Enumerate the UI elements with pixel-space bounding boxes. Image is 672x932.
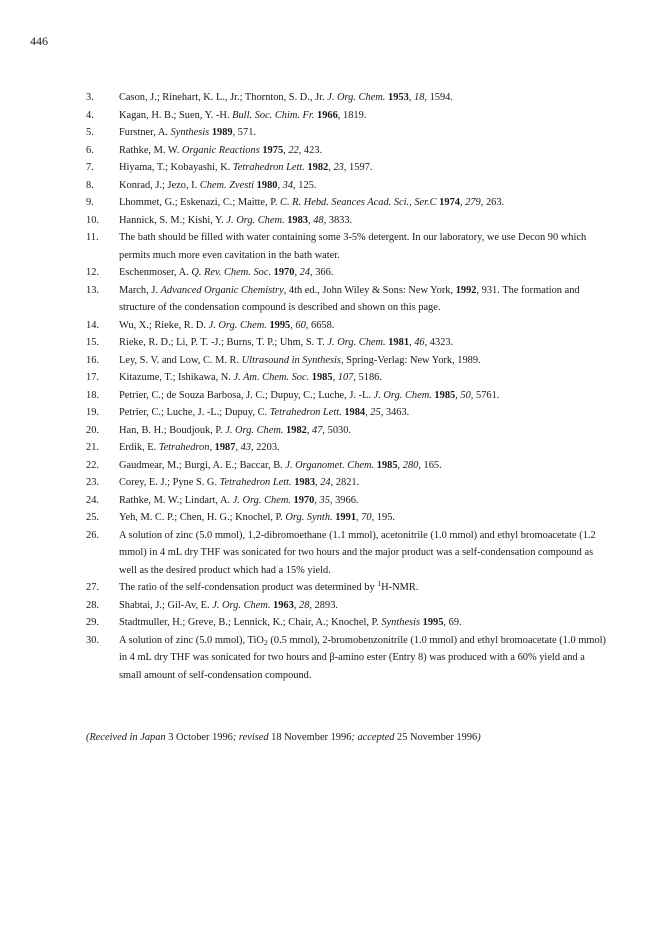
- reference-segment: 1989: [211, 127, 233, 138]
- reference-item: [86, 264, 606, 282]
- reference-segment: Organic Reactions: [181, 144, 260, 156]
- reference-number: 4.: [86, 109, 94, 121]
- revised-label: ; revised: [232, 732, 269, 743]
- reference-text: [119, 597, 606, 615]
- reference-text: [119, 509, 606, 527]
- reference-segment: Petrier, C.; Luche, J. -L.; Dupuy, C.: [119, 407, 270, 418]
- reference-segment: 1970: [293, 494, 315, 506]
- reference-segment: 1981: [388, 337, 410, 348]
- reference-item: [86, 579, 606, 597]
- reference-item: [86, 614, 606, 632]
- reference-segment: The ratio of the self-condensation product was determined by: [119, 582, 378, 593]
- reference-item: [86, 474, 606, 492]
- reference-segment: J. Org. Chem.: [226, 214, 285, 226]
- reference-segment: 107: [337, 372, 354, 383]
- reference-item: [86, 509, 606, 527]
- received-label: (Received in Japan: [86, 732, 166, 743]
- reference-segment: Wu, X.; Rieke, R. D.: [119, 319, 209, 331]
- reference-item: [86, 124, 606, 142]
- reference-number: 25.: [86, 512, 99, 523]
- reference-segment: ,: [328, 162, 334, 173]
- reference-text: [119, 457, 606, 475]
- reference-text: [119, 107, 606, 125]
- reference-segment: ,: [290, 319, 296, 331]
- reference-segment: 1983: [287, 214, 308, 226]
- reference-segment: H-NMR.: [381, 582, 419, 593]
- reference-segment: Tetrahedron Lett.: [232, 162, 305, 173]
- reference-number: 21.: [86, 442, 99, 453]
- reference-text: [119, 194, 606, 212]
- reference-segment: Rathke, M. W.; Lindart, A.: [119, 494, 233, 506]
- reference-segment: ,: [408, 92, 414, 103]
- reference-item: [86, 212, 606, 230]
- reference-segment: ,: [283, 144, 289, 156]
- reference-segment: Synthesis: [381, 617, 421, 628]
- reference-segment: Kagan, H. B.; Suen, Y. -H.: [119, 109, 233, 121]
- reference-segment: 1992: [455, 284, 477, 296]
- reference-segment: J. Org. Chem.: [225, 424, 284, 436]
- reference-number: 23.: [86, 477, 99, 488]
- reference-segment: 2: [263, 637, 268, 647]
- reference-segment: Hiyama, T.; Kobayashi, K.: [119, 162, 233, 173]
- reference-segment: Org. Synth.: [285, 512, 333, 523]
- reference-segment: , 3463.: [380, 407, 410, 418]
- reference-segment: 22: [288, 144, 299, 156]
- reference-segment: ,: [356, 512, 362, 523]
- reference-text: [119, 177, 606, 195]
- reference-segment: 1970: [273, 267, 295, 278]
- reference-text: [119, 614, 606, 632]
- reference-segment: J. Org. Chem.: [212, 599, 271, 611]
- reference-segment: 24: [320, 477, 331, 488]
- reference-segment: ,: [235, 442, 241, 453]
- reference-segment: Cason, J.; Rinehart, K. L., Jr.; Thornton, S. D., Jr.: [119, 92, 328, 103]
- reference-text: [119, 404, 606, 422]
- reference-item: [86, 527, 606, 580]
- accepted-date: 25 November 1996: [397, 732, 478, 743]
- reference-segment: 24: [299, 267, 311, 278]
- reference-segment: , 4th ed., John Wiley & Sons: New York,: [283, 284, 456, 296]
- reference-text: [119, 369, 606, 387]
- reference-segment: 280: [402, 459, 419, 471]
- reference-item: [86, 439, 606, 457]
- reference-segment: , 4323.: [424, 337, 454, 348]
- reference-segment: ,: [277, 179, 283, 191]
- reference-text: [119, 317, 606, 335]
- reference-number: 3.: [86, 92, 94, 103]
- reference-segment: J. Organomet. Chem.: [285, 459, 375, 471]
- reference-segment: ,: [314, 494, 320, 506]
- reference-segment: 46: [414, 337, 425, 348]
- reference-item: [86, 492, 606, 510]
- reference-segment: ,: [315, 477, 321, 488]
- reference-segment: , 5761.: [470, 389, 500, 401]
- reference-segment: 18: [414, 92, 425, 103]
- reference-item: [86, 282, 606, 317]
- reference-segment: , 1819.: [337, 109, 367, 121]
- reference-segment: ,: [209, 442, 215, 453]
- reference-segment: Yeh, M. C. P.; Chen, H. G.; Knochel, P.: [119, 512, 286, 523]
- reference-segment: Furstner, A.: [119, 127, 171, 138]
- reference-segment: Chem. Zvesti: [199, 179, 255, 191]
- reference-segment: ,: [397, 459, 403, 471]
- reference-segment: ,: [307, 214, 314, 226]
- reference-segment: J. Org. Chem.: [327, 337, 386, 348]
- reference-segment: Rathke, M. W.: [119, 144, 182, 156]
- reference-text: [119, 422, 606, 440]
- reference-number: 10.: [86, 214, 99, 226]
- reference-segment: J. Org. Chem.: [208, 319, 267, 331]
- reference-number: 22.: [86, 459, 99, 471]
- reference-segment: , 2893.: [309, 599, 338, 611]
- reference-segment: ,: [293, 599, 300, 611]
- reference-item: [86, 177, 606, 195]
- reference-number: 6.: [86, 144, 94, 156]
- reference-segment: 34: [282, 179, 294, 191]
- accepted-label: ; accepted: [351, 732, 395, 743]
- reference-segment: J. Org. Chem.: [373, 389, 432, 401]
- reference-segment: 43: [240, 442, 252, 453]
- reference-number: 15.: [86, 337, 99, 348]
- reference-segment: A solution of zinc (5.0 mmol), TiO: [119, 634, 264, 646]
- reference-segment: , 195.: [371, 512, 395, 523]
- reference-segment: 25: [370, 407, 381, 418]
- reference-segment: C. R. Hebd. Seances Acad. Sci., Ser.C: [280, 197, 437, 208]
- reference-segment: A solution of zinc (5.0 mmol), 1,2-dibromoethane (1.1 mmol), acetonitrile (1.0 mmol) and ethyl bromoacetate (1.2 mmol) in 4 mL dry THF was sonicated for two hours and the major product was a self-condensation compound as well as the desired product which had a 15% yield.: [119, 529, 596, 576]
- reference-number: 14.: [86, 319, 99, 331]
- reference-segment: Synthesis: [170, 127, 210, 138]
- reference-text: [119, 282, 606, 317]
- reference-segment: , 5030.: [322, 424, 351, 436]
- reference-number: 24.: [86, 494, 99, 506]
- reference-segment: J. Org. Chem.: [232, 494, 291, 506]
- reference-text: [119, 632, 606, 685]
- reference-text: [119, 439, 606, 457]
- reference-segment: 1984: [344, 407, 366, 418]
- reference-text: [119, 352, 606, 370]
- reference-segment: Tetrahedron Lett.: [219, 477, 292, 488]
- reference-item: [86, 422, 606, 440]
- reference-segment: 1980: [256, 179, 278, 191]
- reference-number: 27.: [86, 582, 99, 593]
- reference-number: 13.: [86, 284, 99, 296]
- reference-segment: Tetrahedron: [158, 442, 210, 453]
- reference-text: [119, 159, 606, 177]
- reference-segment: , 69.: [443, 617, 462, 628]
- reference-segment: Ultrasound in Synthesis: [241, 354, 341, 366]
- reference-segment: ,: [409, 337, 415, 348]
- reference-segment: Kitazume, T.; Ishikawa, N.: [119, 372, 234, 383]
- reference-segment: 1983: [294, 477, 316, 488]
- reference-text: [119, 229, 606, 264]
- reference-number: 5.: [86, 127, 94, 138]
- reference-segment: 1953: [388, 92, 409, 103]
- reference-text: [119, 142, 606, 160]
- reference-item: [86, 387, 606, 405]
- reference-text: [119, 474, 606, 492]
- reference-segment: ,: [294, 267, 300, 278]
- reference-segment: (0.5 mmol), 2-bromobenzonitrile (1.0 mmol) and ethyl bromoacetate (1.0 mmol) in 4 mL dry THF was sonicated for two hours and β-amino ester (Entry 8) was produced with a 60% yield and a small amount of self-condensation compound.: [119, 634, 607, 681]
- reference-segment: , 2821.: [330, 477, 360, 488]
- reference-segment: Corey, E. J.; Pyne S. G.: [119, 477, 220, 488]
- reference-segment: Lhommet, G.; Eskenazi, C.; Maitte, P.: [119, 197, 281, 208]
- reference-number: 12.: [86, 267, 99, 278]
- reference-item: [86, 89, 606, 107]
- reference-segment: Erdik, E.: [119, 442, 159, 453]
- reference-number: 18.: [86, 389, 99, 401]
- reference-segment: J. Org. Chem.: [327, 92, 386, 103]
- reference-segment: , 571.: [232, 127, 256, 138]
- reference-segment: 1966: [317, 109, 338, 121]
- reference-segment: 1995: [422, 617, 444, 628]
- reference-number: 7.: [86, 162, 94, 173]
- reference-item: [86, 142, 606, 160]
- reference-item: [86, 632, 606, 685]
- reference-segment: 1987: [214, 442, 236, 453]
- reference-segment: , 3966.: [329, 494, 359, 506]
- reference-item: [86, 229, 606, 264]
- reference-segment: , Spring-Verlag: New York, 1989.: [340, 354, 481, 366]
- reference-segment: Eschenmoser, A.: [119, 267, 192, 278]
- reference-segment: ,: [455, 389, 461, 401]
- reference-item: [86, 369, 606, 387]
- reference-segment: , 1594.: [424, 92, 453, 103]
- reference-text: [119, 124, 606, 142]
- reference-segment: 35: [319, 494, 330, 506]
- reference-segment: , 3833.: [323, 214, 353, 226]
- closing-paren: ): [477, 732, 481, 743]
- reference-segment: 23: [333, 162, 344, 173]
- reference-number: 30.: [86, 634, 99, 646]
- reference-segment: , 931. The formation and structure of the condensation compound is described and shown on this page.: [119, 284, 580, 313]
- reference-segment: Bull. Soc. Chim. Fr.: [232, 109, 315, 121]
- reference-segment: 279: [465, 197, 481, 208]
- reference-segment: 50: [460, 389, 471, 401]
- reference-segment: ,: [306, 424, 313, 436]
- reference-segment: Tetrahedron Lett.: [269, 407, 342, 418]
- reference-text: [119, 527, 606, 580]
- reference-item: [86, 457, 606, 475]
- reference-number: 16.: [86, 354, 99, 366]
- reference-text: [119, 387, 606, 405]
- reference-segment: Ley, S. V. and Low, C. M. R.: [119, 354, 242, 366]
- reference-text: [119, 492, 606, 510]
- reference-item: [86, 334, 606, 352]
- reference-segment: 60: [295, 319, 306, 331]
- reference-segment: ,: [459, 197, 466, 208]
- reference-segment: Q. Rev. Chem. Soc.: [191, 267, 272, 278]
- reference-segment: , 263.: [480, 197, 505, 208]
- reference-segment: , 2203.: [251, 442, 280, 453]
- reference-text: [119, 89, 606, 107]
- reference-segment: 1975: [262, 144, 284, 156]
- reference-segment: 1985: [434, 389, 456, 401]
- reference-segment: 1: [377, 579, 382, 588]
- reference-segment: Shabtai, J.; Gil-Av, E.: [119, 599, 213, 611]
- reference-segment: , 165.: [418, 459, 442, 471]
- reference-item: [86, 159, 606, 177]
- reference-number: 20.: [86, 424, 99, 436]
- reference-segment: Advanced Organic Chemistry: [160, 284, 284, 296]
- reference-segment: 1963: [273, 599, 294, 611]
- reference-segment: 47: [312, 424, 323, 436]
- reference-list: [86, 89, 606, 684]
- reference-text: [119, 264, 606, 282]
- reference-text: [119, 212, 606, 230]
- reference-segment: The bath should be filled with water containing some 3-5% detergent. In our laboratory, we use Decon 90 which permits much more even cavitation in the bath water.: [119, 232, 587, 261]
- reference-number: 17.: [86, 372, 99, 383]
- received-note: [86, 732, 606, 743]
- reference-number: 11.: [86, 232, 99, 243]
- reference-number: 26.: [86, 529, 99, 541]
- reference-item: [86, 317, 606, 335]
- reference-segment: 1985: [311, 372, 333, 383]
- reference-item: [86, 597, 606, 615]
- reference-segment: Stadtmuller, H.; Greve, B.; Lennick, K.; Chair, A.; Knochel, P.: [119, 617, 382, 628]
- reference-segment: , 5186.: [353, 372, 382, 383]
- reference-segment: 1985: [376, 459, 398, 471]
- reference-segment: 48: [313, 214, 324, 226]
- reference-item: [86, 404, 606, 422]
- reference-segment: , 423.: [298, 144, 323, 156]
- reference-segment: , 6658.: [305, 319, 335, 331]
- reference-segment: Hannick, S. M.; Kishi, Y.: [119, 214, 227, 226]
- reference-segment: 1974: [439, 197, 460, 208]
- revised-date: 18 November 1996: [271, 732, 352, 743]
- received-date: 3 October 1996: [168, 732, 233, 743]
- reference-segment: , 1597.: [343, 162, 373, 173]
- reference-segment: 28: [299, 599, 310, 611]
- reference-segment: Konrad, J.; Jezo, I.: [119, 179, 200, 191]
- reference-segment: Han, B. H.; Boudjouk, P.: [119, 424, 226, 436]
- reference-item: [86, 352, 606, 370]
- reference-text: [119, 334, 606, 352]
- reference-text: [119, 579, 606, 597]
- reference-segment: ,: [365, 407, 371, 418]
- reference-item: [86, 194, 606, 212]
- reference-segment: J. Am. Chem. Soc.: [233, 372, 310, 383]
- page-number: 446: [30, 34, 48, 48]
- reference-segment: 1982: [307, 162, 329, 173]
- reference-segment: , 125.: [293, 179, 317, 191]
- reference-number: 29.: [86, 617, 99, 628]
- reference-segment: Rieke, R. D.; Li, P. T. -J.; Burns, T. P.; Uhm, S. T.: [119, 337, 328, 348]
- reference-item: [86, 107, 606, 125]
- reference-number: 28.: [86, 599, 99, 611]
- reference-number: 8.: [86, 179, 94, 191]
- reference-segment: 70: [361, 512, 372, 523]
- reference-segment: 1991: [335, 512, 357, 523]
- reference-segment: 1982: [286, 424, 307, 436]
- reference-segment: March, J.: [119, 284, 161, 296]
- reference-segment: ,: [332, 372, 338, 383]
- reference-segment: , 366.: [310, 267, 334, 278]
- reference-segment: Gaudmear, M.; Burgi, A. E.; Baccar, B.: [119, 459, 286, 471]
- reference-number: 9.: [86, 197, 94, 208]
- reference-segment: Petrier, C.; de Souza Barbosa, J. C.; Dupuy, C.; Luche, J. -L.: [119, 389, 374, 401]
- reference-number: 19.: [86, 407, 99, 418]
- reference-segment: 1995: [269, 319, 291, 331]
